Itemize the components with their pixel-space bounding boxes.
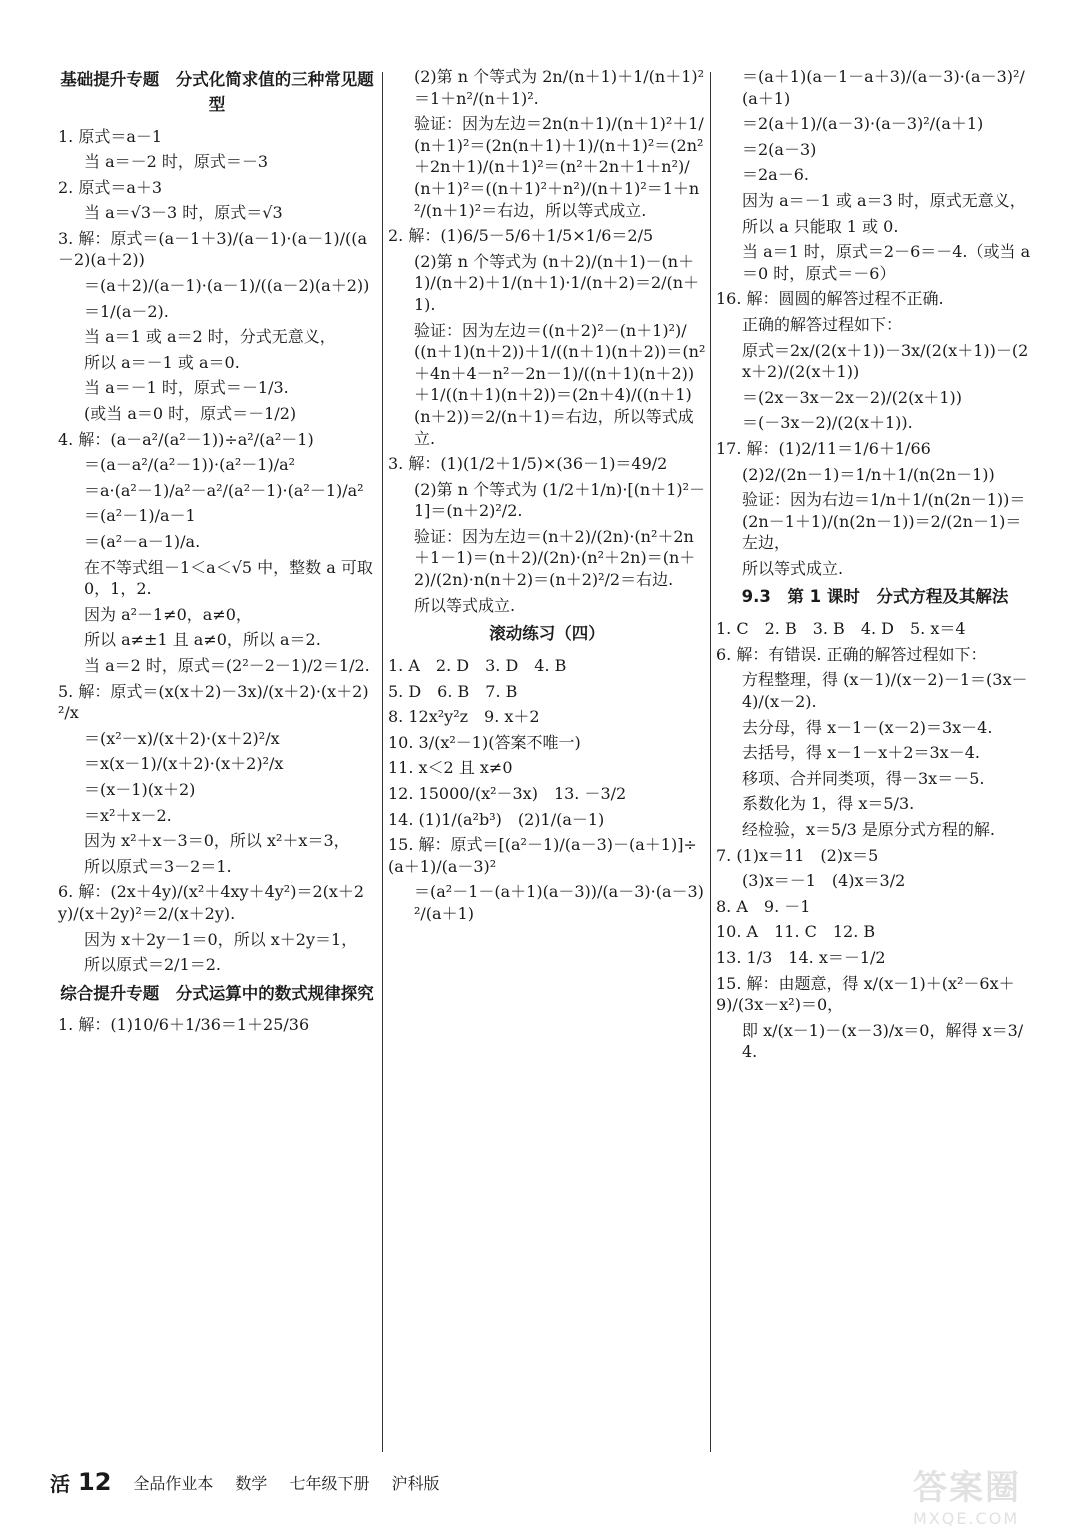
page-number: 12 xyxy=(78,1468,112,1496)
answer-line: 7. (1)x＝11 (2)x＝5 xyxy=(716,845,879,865)
answer-line: 方程整理，得 (x－1)/(x－2)－1＝(3x－4)/(x－2). xyxy=(742,670,1028,711)
answer-line: 因为 a²－1≠0，a≠0， xyxy=(84,604,252,624)
answer-line: 14. (1)1/(a²b³) (2)1/(a－1) xyxy=(388,809,605,829)
answer-line: 正确的解答过程如下： xyxy=(742,314,903,334)
column-right xyxy=(716,62,1034,1067)
answer-line: 当 a＝－1 时，原式＝－1/3. xyxy=(84,378,289,398)
answer-line: ＝x²＋x－2. xyxy=(84,805,172,825)
footer-edition: 沪科版 xyxy=(391,1473,440,1493)
footer-book-title: 全品作业本 xyxy=(133,1473,214,1493)
answer-line: 3. 解：(1)(1/2＋1/5)×(36－1)＝49/2 xyxy=(388,454,668,474)
answer-line: 5. 解：原式＝(x(x＋2)－3x)/(x＋2)·(x＋2)²/x xyxy=(58,681,369,723)
answer-line: 16. 解：圆圆的解答过程不正确. xyxy=(716,289,944,309)
answer-line: (3)x＝－1 (4)x＝3/2 xyxy=(742,871,906,891)
page-footer xyxy=(50,1462,1010,1502)
answer-line: 8. 12x²y²z 9. x＋2 xyxy=(388,707,540,727)
watermark-text-bottom: MXQE.COM xyxy=(913,1509,1020,1528)
answer-line: ＝1/(a－2). xyxy=(84,301,169,321)
column-middle xyxy=(388,62,706,929)
answer-line: 1. A 2. D 3. D 4. B xyxy=(388,656,567,675)
answer-line: 10. 3/(x²－1)(答案不唯一) xyxy=(388,732,581,752)
answer-line: ＝2(a＋1)/(a－3)·(a－3)²/(a＋1) xyxy=(742,114,984,134)
answer-line: ＝(a²－1)/a－1 xyxy=(84,506,196,526)
watermark-logo xyxy=(913,1460,1053,1530)
answer-line: 15. 解：原式＝[(a²－1)/(a－3)－(a＋1)]÷(a＋1)/(a－3)² xyxy=(388,835,697,876)
answer-line: 去括号，得 x－1－x＋2＝3x－4. xyxy=(742,743,980,763)
answer-line: 当 a＝1 时，原式＝2－6＝－4.（或当 a＝0 时，原式＝－6） xyxy=(742,242,1031,283)
answer-line: 4. 解：(a－a²/(a²－1))÷a²/(a²－1) xyxy=(58,429,314,449)
answer-line: 12. 15000/(x²－3x) 13. －3/2 xyxy=(388,783,627,803)
answer-line: 1. 解：(1)10/6＋1/36＝1＋25/36 xyxy=(58,1015,310,1035)
footer-subject: 数学 xyxy=(235,1473,268,1493)
answer-line: 2. 解：(1)6/5－5/6＋1/5×1/6＝2/5 xyxy=(388,226,654,246)
answer-line: ＝(x－1)(x＋2) xyxy=(84,779,196,799)
column-left xyxy=(58,62,376,1040)
answer-line: 因为 x²＋x－3＝0，所以 x²＋x＝3， xyxy=(84,831,350,851)
answer-line: 当 a＝1 或 a＝2 时，分式无意义， xyxy=(84,327,336,347)
answer-line: ＝2(a－3) xyxy=(742,139,817,159)
answer-line: 去分母，得 x－1－(x－2)＝3x－4. xyxy=(742,717,993,737)
answer-line: 所以等式成立. xyxy=(414,595,516,615)
answer-line: ＝(a²－a－1)/a. xyxy=(84,532,201,551)
answer-line: 当 a＝2 时，原式＝(2²－2－1)/2＝1/2. xyxy=(84,655,370,675)
answer-line: 当 a＝－2 时，原式＝－3 xyxy=(84,152,269,172)
answer-line: 所以 a＝－1 或 a＝0. xyxy=(84,352,240,372)
answer-line: 10. A 11. C 12. B xyxy=(716,922,876,942)
answer-line: ＝(a－a²/(a²－1))·(a²－1)/a² xyxy=(84,455,296,475)
answer-line: 17. 解：(1)2/11＝1/6＋1/66 xyxy=(716,438,931,458)
answer-line: ＝(2x－3x－2x－2)/(2(x＋1)) xyxy=(742,387,963,407)
answer-line: 系数化为 1，得 x＝5/3. xyxy=(742,794,915,814)
column-divider-right xyxy=(710,72,711,1452)
section-title: 综合提升专题 分式运算中的数式规律探究 xyxy=(60,983,374,1003)
answer-line: 移项、合并同类项，得－3x＝－5. xyxy=(742,768,985,788)
answer-line: 15. 解：由题意，得 x/(x－1)＋(x²－6x＋9)/(3x－x²)＝0， xyxy=(716,973,1015,1015)
answer-line: 5. D 6. B 7. B xyxy=(388,681,518,701)
answer-line: 原式＝2x/(2(x＋1))－3x/(2(x＋1))－(2x＋2)/(2(x＋1)) xyxy=(742,340,1029,382)
answer-line: ＝(－3x－2)/(2(x＋1)). xyxy=(742,413,913,433)
answer-line: ＝(a＋1)(a－1－a＋3)/(a－3)·(a－3)²/(a＋1) xyxy=(742,67,1025,108)
answer-line: ＝2a－6. xyxy=(742,165,809,185)
answer-line: 所以等式成立. xyxy=(742,558,844,578)
answer-line: 8. A 9. －1 xyxy=(716,896,811,916)
answer-line: 验证：因为左边＝2n(n＋1)/(n＋1)²＋1/(n＋1)²＝(2n(n＋1)＋1)/(n＋1)²＝(2n²＋2n＋1)/(n＋1)²＝(n²＋2n＋1＋n²)/(n＋1)²＝((n＋1)²＋n²)/(n＋1)²＝1＋n²/(n＋1)²＝右边，所以等式成立. xyxy=(414,114,704,220)
section-title: 9.3 第 1 课时 分式方程及其解法 xyxy=(741,587,1009,607)
answer-line: 验证：因为左边＝((n＋2)²－(n＋1)²)/((n＋1)(n＋2))＋1/((n＋1)(n＋2))＝(n²＋4n＋4－n²－2n－1)/((n＋1)(n＋2))＋1/((n＋1)(n＋2))＝(2n＋4)/((n＋1)(n＋2))＝2/(n＋1)＝右边，所以等式成立. xyxy=(414,320,706,448)
answer-line: 因为 a＝－1 或 a＝3 时，原式无意义， xyxy=(742,190,1026,210)
answer-line: 6. 解：有错误. 正确的解答过程如下： xyxy=(716,644,987,664)
answer-line: (或当 a＝0 时，原式＝－1/2) xyxy=(84,404,297,424)
answer-line: 在不等式组－1＜a＜√5 中，整数 a 可取 0，1，2. xyxy=(84,557,373,599)
answer-line: 1. C 2. B 3. B 4. D 5. x＝4 xyxy=(716,619,966,639)
column-divider-left xyxy=(382,72,383,1452)
answer-line: ＝(a²－1－(a＋1)(a－3))/(a－3)·(a－3)²/(a＋1) xyxy=(414,882,704,923)
answer-line: ＝(a＋2)/(a－1)·(a－1)/((a－2)(a＋2)) xyxy=(84,276,370,296)
section-title: 滚动练习（四） xyxy=(489,624,605,644)
answer-line: 3. 解：原式＝(a－1＋3)/(a－1)·(a－1)/((a－2)(a＋2)) xyxy=(58,228,368,270)
answer-line: 所以原式＝2/1＝2. xyxy=(84,955,222,975)
answer-line: (2)2/(2n－1)＝1/n＋1/(n(2n－1)) xyxy=(742,464,995,484)
answer-line: ＝a·(a²－1)/a²－a²/(a²－1)·(a²－1)/a² xyxy=(84,480,364,500)
answer-line: 因为 x＋2y－1＝0，所以 x＋2y＝1， xyxy=(84,929,358,949)
answer-line: 2. 原式＝a＋3 xyxy=(58,177,163,197)
section-title: 基础提升专题 分式化简求值的三种常见题型 xyxy=(60,70,374,114)
answer-line: ＝(x²－x)/(x＋2)·(x＋2)²/x xyxy=(84,728,280,748)
answer-line: 即 x/(x－1)－(x－3)/x＝0，解得 x＝3/4. xyxy=(742,1020,1024,1062)
watermark-text-top: 答案圈 xyxy=(913,1468,1021,1508)
answer-line: 6. 解：(2x＋4y)/(x²＋4xy＋4y²)＝2(x＋2y)/(x＋2y)²＝2/(x＋2y). xyxy=(58,882,365,923)
answer-line: 11. x＜2 且 x≠0 xyxy=(388,758,513,778)
footer-grade: 七年级下册 xyxy=(289,1473,370,1493)
answer-line: ＝x(x－1)/(x＋2)·(x＋2)²/x xyxy=(84,754,284,774)
answer-line: (2)第 n 个等式为 (1/2＋1/n)·[(n＋1)²－1]＝(n＋2)²/2. xyxy=(414,479,706,521)
answer-line: 当 a＝√3－3 时，原式＝√3 xyxy=(84,203,283,223)
answer-line: 所以 a 只能取 1 或 0. xyxy=(742,216,899,236)
answer-line: (2)第 n 个等式为 2n/(n＋1)＋1/(n＋1)²＝1＋n²/(n＋1)². xyxy=(414,67,705,108)
answer-line: 13. 1/3 14. x＝－1/2 xyxy=(716,947,886,967)
answer-line: 所以 a≠±1 且 a≠0，所以 a＝2. xyxy=(84,630,321,650)
answer-line: 所以原式＝3－2＝1. xyxy=(84,856,232,876)
answer-line: (2)第 n 个等式为 (n＋2)/(n＋1)－(n＋1)/(n＋2)＋1/(n＋1)·1/(n＋2)＝2/(n＋1). xyxy=(414,251,700,314)
footer-huo-label: 活 xyxy=(50,1471,70,1496)
answer-line: 验证：因为左边＝(n＋2)/(2n)·(n²＋2n＋1－1)＝(n＋2)/(2n)·(n²＋2n)＝(n＋2)/(2n)·n(n＋2)＝(n＋2)²/2＝右边. xyxy=(414,526,696,590)
answer-line: 1. 原式＝a－1 xyxy=(58,126,163,146)
answer-line: 验证：因为右边＝1/n＋1/(n(2n－1))＝(2n－1＋1)/(n(2n－1))＝2/(2n－1)＝左边， xyxy=(742,490,1026,553)
answer-line: 经检验，x＝5/3 是原分式方程的解. xyxy=(742,819,995,839)
